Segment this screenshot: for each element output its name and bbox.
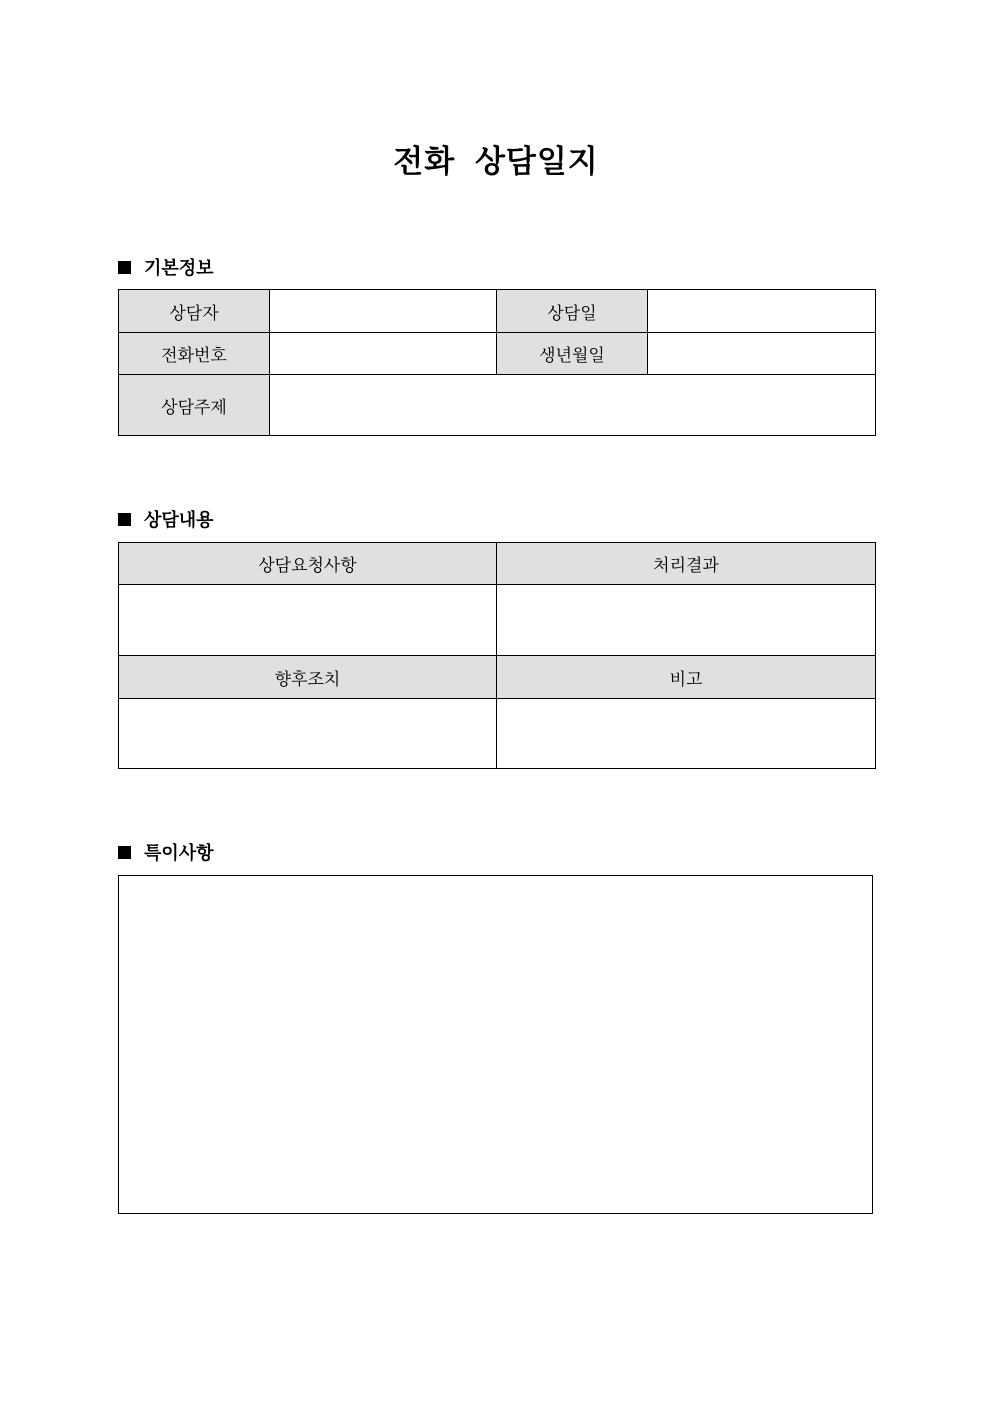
- basic-info-table: [118, 289, 876, 436]
- section-heading-label: 특이사항: [144, 843, 214, 864]
- birth-date-field[interactable]: [648, 333, 876, 375]
- birth-date-label: 생년월일: [497, 333, 648, 375]
- document-title: 전화 상담일지: [393, 144, 599, 180]
- section-heading-special-notes: [118, 839, 214, 865]
- result-field[interactable]: [497, 585, 876, 656]
- phone-field[interactable]: [270, 333, 497, 375]
- counselor-label: 상담자: [119, 290, 270, 333]
- square-bullet-icon: [118, 513, 131, 526]
- remarks-field[interactable]: [497, 699, 876, 769]
- result-label: 처리결과: [497, 543, 876, 585]
- square-bullet-icon: [118, 846, 131, 859]
- followup-label: 향후조치: [119, 656, 497, 699]
- section-heading-basic-info: [118, 254, 214, 280]
- request-label: 상담요청사항: [119, 543, 497, 585]
- section-heading-label: 상담내용: [144, 510, 214, 531]
- special-notes-field[interactable]: [118, 875, 873, 1214]
- consult-date-field[interactable]: [648, 290, 876, 333]
- topic-field[interactable]: [270, 375, 876, 436]
- section-heading-label: 기본정보: [144, 258, 214, 279]
- consult-date-label: 상담일: [497, 290, 648, 333]
- square-bullet-icon: [118, 261, 131, 274]
- counselor-field[interactable]: [270, 290, 497, 333]
- followup-field[interactable]: [119, 699, 497, 769]
- request-field[interactable]: [119, 585, 497, 656]
- topic-label: 상담주제: [119, 375, 270, 436]
- consult-content-table: [118, 542, 876, 769]
- phone-label: 전화번호: [119, 333, 270, 375]
- remarks-label: 비고: [497, 656, 876, 699]
- section-heading-consult-content: [118, 506, 214, 532]
